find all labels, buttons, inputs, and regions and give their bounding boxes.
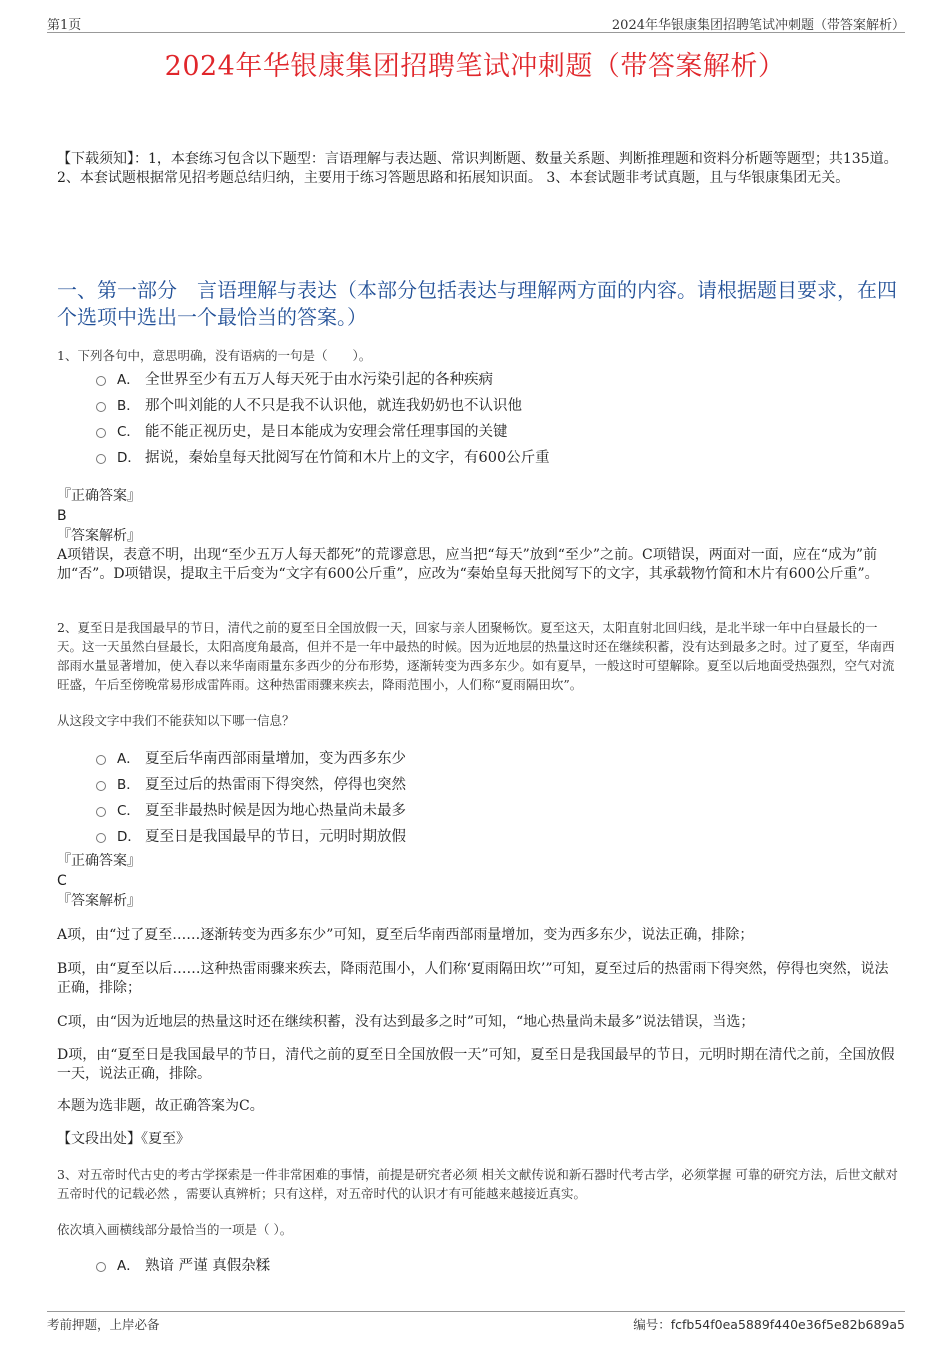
- option-label: B．: [117, 398, 140, 414]
- q2-question: 从这段文字中我们不能获知以下哪一信息？: [57, 713, 295, 728]
- q1-option-a[interactable]: [96, 367, 493, 389]
- footer-slogan: 考前押题，上岸必备: [47, 1317, 160, 1332]
- radio-icon[interactable]: [96, 781, 106, 791]
- section-heading: 一、第一部分 言语理解与表达（本部分包括表达与理解两方面的内容。请根据题目要求，在四个选项中选出一个最恰当的答案。）: [57, 278, 897, 329]
- radio-icon[interactable]: [96, 807, 106, 817]
- option-label: A．: [117, 751, 140, 767]
- q2-answer: C: [57, 873, 67, 889]
- q3-passage: 3、对五帝时代古史的考古学探索是一件非常困难的事情，前提是研究者必须 相关文献传说和新石器时代考古学，必须掌握 可靠的研究方法，后世文献对五帝时代的记载必然 ，需要认真辨析；只有这样，对五帝时代的认识才有可能越来越接近真实。: [57, 1167, 898, 1201]
- q3-option-a[interactable]: [96, 1253, 270, 1275]
- code-label: 编号：: [633, 1317, 671, 1332]
- q2-answer-label: 『正确答案』: [57, 853, 141, 869]
- option-text: 夏至后华南西部雨量增加，变为西多东少: [145, 750, 406, 767]
- q2-analysis-label: 『答案解析』: [57, 893, 141, 909]
- q2-option-b[interactable]: [96, 772, 406, 794]
- option-label: A．: [117, 372, 140, 388]
- option-text: 据说，秦始皇每天批阅写在竹简和木片上的文字，有600公斤重: [145, 449, 550, 466]
- option-text: 那个叫刘能的人不只是我不认识他，就连我奶奶也不认识他: [145, 397, 522, 414]
- radio-icon[interactable]: [96, 833, 106, 843]
- q2-option-c[interactable]: [96, 798, 406, 820]
- q2-conclusion: 本题为选非题，故正确答案为C。: [57, 1098, 264, 1114]
- q1-analysis-label: 『答案解析』: [57, 528, 141, 544]
- option-label: D．: [117, 450, 141, 466]
- option-label: C．: [117, 424, 140, 440]
- q1-option-b[interactable]: [96, 393, 522, 415]
- q2-passage: 2、夏至日是我国最早的节日，清代之前的夏至日全国放假一天，回家与亲人团聚畅饮。夏至这天，太阳直射北回归线，是北半球一年中白昼最长的一天。这一天虽然白昼最长，太阳高度角最高，但并不是一年中最热的时候。因为近地层的热量这时还在继续积蓄，没有达到最多之时。过了夏至，华南西部雨水量显著增加，使入春以来华南雨量东多西少的分布形势，逐渐转变为西多东少。如有夏旱，一般这时可望解除。夏至以后地面受热强烈，空气对流旺盛，午后至傍晚常易形成雷阵雨。这种热雷雨骤来疾去，降雨范围小，人们称“夏雨隔田坎”。: [57, 620, 895, 692]
- q2-analysis-b: B项，由“夏至以后……这种热雷雨骤来疾去，降雨范围小，人们称‘夏雨隔田坎’”可知，夏至过后的热雷雨下得突然，停得也突然，说法正确，排除；: [57, 961, 889, 996]
- code-value: fcfb54f0ea5889f440e36f5e82b689a5: [670, 1317, 905, 1332]
- q2-source: 【文段出处】《夏至》: [57, 1131, 190, 1147]
- q2-option-a[interactable]: [96, 746, 406, 768]
- radio-icon[interactable]: [96, 402, 106, 412]
- radio-icon[interactable]: [96, 376, 106, 386]
- option-text: 夏至过后的热雷雨下得突然，停得也突然: [145, 776, 406, 793]
- q1-stem: 1、下列各句中，意思明确，没有语病的一句是（ ）。: [57, 348, 372, 363]
- q3-question: 依次填入画横线部分最恰当的一项是（ ）。: [57, 1222, 293, 1237]
- document-code: [633, 1315, 905, 1333]
- q1-answer: B: [57, 508, 67, 524]
- header-divider: [47, 32, 905, 33]
- radio-icon[interactable]: [96, 1262, 106, 1272]
- option-label: A．: [117, 1258, 140, 1274]
- option-text: 夏至日是我国最早的节日，元明时期放假: [145, 828, 406, 845]
- q2-analysis-c: C项，由“因为近地层的热量这时还在继续积蓄，没有达到最多之时”可知，“地心热量尚未最多”说法错误，当选；: [57, 1014, 755, 1030]
- option-label: C．: [117, 803, 140, 819]
- radio-icon[interactable]: [96, 454, 106, 464]
- q2-option-d[interactable]: [96, 824, 406, 846]
- q1-option-c[interactable]: [96, 419, 508, 441]
- option-text: 全世界至少有五万人每天死于由水污染引起的各种疾病: [145, 371, 493, 388]
- q1-analysis: A项错误，表意不明，出现“至少五万人每天都死”的荒谬意思，应当把“每天”放到“至少”之前。C项错误，两面对一面，应在“成为”前加“否”。D项错误，提取主干后变为“文字有600公斤重”，应改为“秦始皇每天批阅写下的文字，其承载物竹简和木片有600公斤重”。: [57, 547, 879, 582]
- q2-analysis-a: A项，由“过了夏至……逐渐转变为西多东少”可知，夏至后华南西部雨量增加，变为西多东少，说法正确，排除；: [57, 927, 754, 943]
- radio-icon[interactable]: [96, 428, 106, 438]
- footer-divider: [47, 1311, 905, 1312]
- option-label: B．: [117, 777, 140, 793]
- option-text: 熟谙 严谨 真假杂糅: [145, 1257, 271, 1274]
- download-notice: 【下载须知】：1，本套练习包含以下题型：言语理解与表达题、常识判断题、数量关系题、判断推理题和资料分析题等题型；共135道。 2、本套试题根据常见招考题总结归纳，主要用于练习答题思路和拓展知识面。 3、本套试题非考试真题，且与华银康集团无关。: [57, 151, 898, 186]
- option-text: 能不能正视历史，是日本能成为安理会常任理事国的关键: [145, 423, 508, 440]
- q1-option-d[interactable]: [96, 445, 550, 467]
- option-label: D．: [117, 829, 141, 845]
- radio-icon[interactable]: [96, 755, 106, 765]
- page-number: 第1页: [47, 18, 82, 33]
- header-doc-title: 2024年华银康集团招聘笔试冲刺题（带答案解析）: [611, 18, 905, 33]
- q2-analysis-d: D项，由“夏至日是我国最早的节日，清代之前的夏至日全国放假一天”可知，夏至日是我国最早的节日，元明时期在清代之前，全国放假一天，说法正确，排除。: [57, 1047, 895, 1082]
- q1-answer-label: 『正确答案』: [57, 488, 141, 504]
- page-title: 2024年华银康集团招聘笔试冲刺题（带答案解析）: [164, 51, 786, 82]
- option-text: 夏至非最热时候是因为地心热量尚未最多: [145, 802, 406, 819]
